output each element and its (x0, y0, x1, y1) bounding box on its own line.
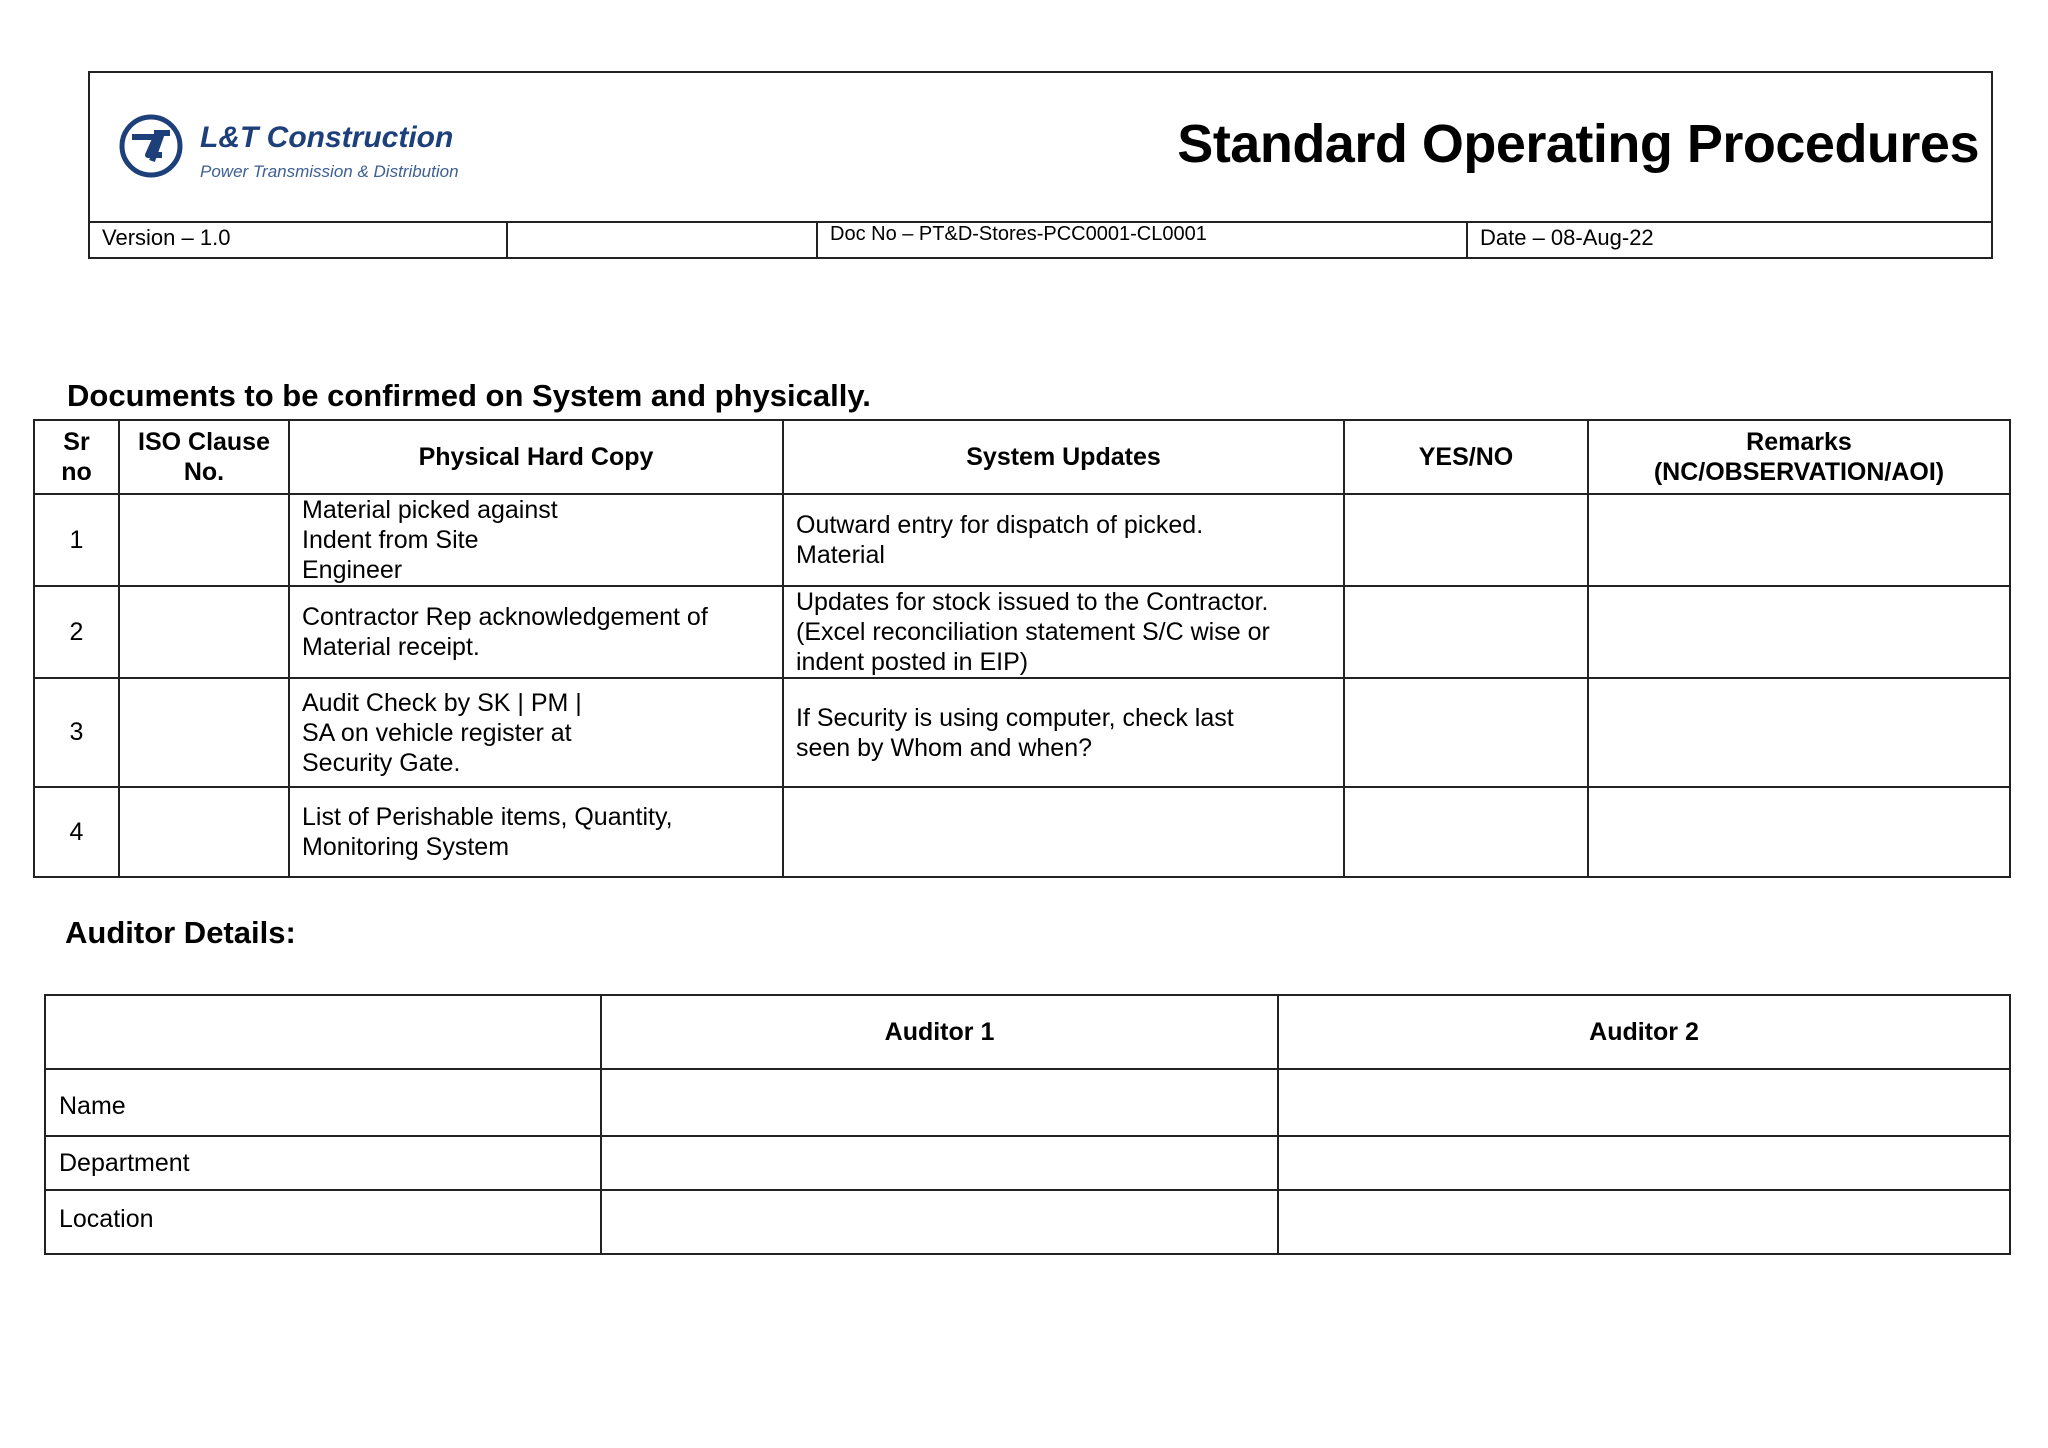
table-row (45, 1190, 2010, 1254)
table-row (34, 678, 2010, 787)
auditor2-location-field[interactable] (1278, 1190, 2010, 1254)
row-remarks[interactable] (1588, 494, 2010, 586)
row-physical-hard-copy: Contractor Rep acknowledgement of Material receipt. (289, 586, 783, 678)
document-header (88, 71, 1993, 259)
row-sr-no: 3 (34, 678, 119, 787)
logo-subtitle: Power Transmission & Distribution (200, 162, 459, 181)
col-sr-no: Sr no (34, 420, 119, 494)
row-yes-no[interactable] (1344, 678, 1588, 787)
row-iso-clause[interactable] (119, 586, 289, 678)
documents-table-header-row (34, 420, 2010, 494)
row-yes-no[interactable] (1344, 586, 1588, 678)
table-row (34, 787, 2010, 877)
row-sr-no: 4 (34, 787, 119, 877)
row-iso-clause[interactable] (119, 678, 289, 787)
col-physical-hard-copy: Physical Hard Copy (289, 420, 783, 494)
row-sr-no: 1 (34, 494, 119, 586)
table-row (34, 586, 2010, 678)
company-logo (118, 93, 538, 201)
table-row (34, 494, 2010, 586)
row-physical-hard-copy: List of Perishable items, Quantity, Monitoring System (289, 787, 783, 877)
row-physical-hard-copy: Material picked against Indent from Site Engineer (289, 494, 783, 586)
auditor2-department-field[interactable] (1278, 1136, 2010, 1190)
auditor-row-label: Location (45, 1190, 601, 1254)
date-cell: Date – 08-Aug-22 (1480, 225, 1654, 250)
col-remarks: Remarks (NC/OBSERVATION/AOI) (1588, 420, 2010, 494)
auditor-col-blank (45, 995, 601, 1069)
row-remarks[interactable] (1588, 787, 2010, 877)
auditor1-department-field[interactable] (601, 1136, 1278, 1190)
row-yes-no[interactable] (1344, 494, 1588, 586)
version-cell: Version – 1.0 (90, 221, 508, 257)
auditor-table (44, 994, 2011, 1255)
auditor1-location-field[interactable] (601, 1190, 1278, 1254)
table-row (45, 1069, 2010, 1136)
auditor-col-1: Auditor 1 (601, 995, 1278, 1069)
row-sr-no: 2 (34, 586, 119, 678)
row-iso-clause[interactable] (119, 787, 289, 877)
header-top (90, 73, 1991, 223)
blank-meta-cell (508, 221, 818, 257)
row-system-updates[interactable] (783, 787, 1344, 877)
col-yes-no: YES/NO (1344, 420, 1588, 494)
col-iso-clause: ISO Clause No. (119, 420, 289, 494)
auditor2-name-field[interactable] (1278, 1069, 2010, 1136)
lt-logo-icon (118, 113, 184, 179)
logo-company-name: L&T Construction (200, 121, 454, 154)
header-meta-row (90, 221, 1991, 257)
auditor-row-label: Name (45, 1069, 601, 1136)
doc-number-cell: Doc No – PT&D-Stores-PCC0001-CL0001 (818, 221, 1468, 257)
row-iso-clause[interactable] (119, 494, 289, 586)
table-row (45, 1136, 2010, 1190)
documents-section-heading: Documents to be confirmed on System and physically. (67, 378, 871, 413)
auditor-col-2: Auditor 2 (1278, 995, 2010, 1069)
row-system-updates: Updates for stock issued to the Contractor. (Excel reconciliation statement S/C wise or indent posted in EIP) (783, 586, 1344, 678)
row-remarks[interactable] (1588, 586, 2010, 678)
row-system-updates: Outward entry for dispatch of picked. Material (783, 494, 1344, 586)
row-system-updates: If Security is using computer, check last seen by Whom and when? (783, 678, 1344, 787)
row-physical-hard-copy: Audit Check by SK | PM | SA on vehicle register at Security Gate. (289, 678, 783, 787)
row-yes-no[interactable] (1344, 787, 1588, 877)
auditor1-name-field[interactable] (601, 1069, 1278, 1136)
documents-table (33, 419, 2011, 878)
auditor-table-header-row (45, 995, 2010, 1069)
col-system-updates: System Updates (783, 420, 1344, 494)
auditor-row-label: Department (45, 1136, 601, 1190)
document-title: Standard Operating Procedures (1177, 114, 1979, 174)
row-remarks[interactable] (1588, 678, 2010, 787)
auditor-section-heading: Auditor Details: (65, 915, 296, 950)
